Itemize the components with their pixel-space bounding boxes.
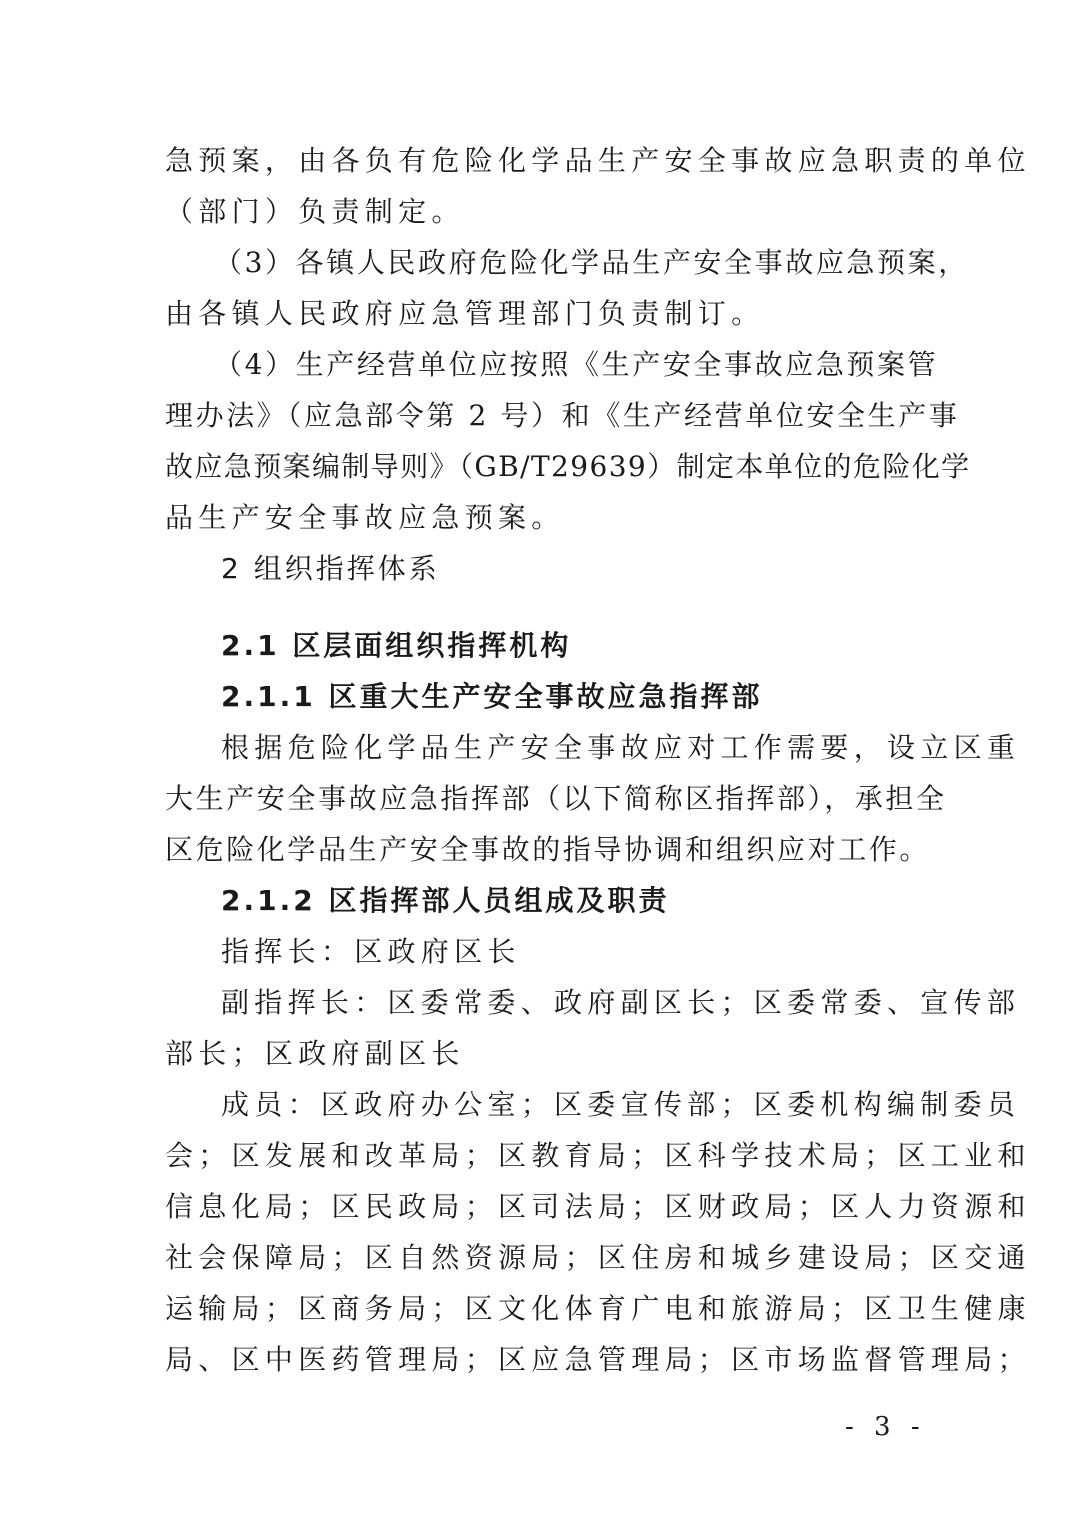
text-line: 局、区中医药管理局；区应急管理局；区市场监督管理局；	[165, 1343, 1031, 1376]
text-line: （3）各镇人民政府危险化学品生产安全事故应急预案，	[214, 246, 969, 279]
section-heading: 2 组织指挥体系	[221, 552, 440, 585]
section-heading: 2.1.2 区指挥部人员组成及职责	[221, 884, 670, 917]
text-line: （部门）负责制定。	[165, 195, 465, 228]
text-line: 品生产安全事故应急预案。	[165, 501, 565, 534]
text-line: 会；区发展和改革局；区教育局；区科学技术局；区工业和	[165, 1139, 1031, 1172]
text-line: 大生产安全事故应急指挥部（以下简称区指挥部），承担全	[165, 782, 947, 815]
text-line: 社会保障局；区自然资源局；区住房和城乡建设局；区交通	[165, 1241, 1031, 1274]
section-heading: 2.1.1 区重大生产安全事故应急指挥部	[221, 680, 763, 713]
text-line: 部长；区政府副区长	[165, 1037, 465, 1070]
text-line: 成员：区政府办公室；区委宣传部；区委机构编制委员	[221, 1088, 1021, 1121]
text-line: （4）生产经营单位应按照《生产安全事故应急预案管	[214, 348, 939, 381]
text-line: 急预案，由各负有危险化学品生产安全事故应急职责的单位	[165, 144, 1031, 177]
text-line: 运输局；区商务局；区文化体育广电和旅游局；区卫生健康	[165, 1292, 1031, 1325]
page-number: - 3 -	[845, 1412, 926, 1442]
text-line: 信息化局；区民政局；区司法局；区财政局；区人力资源和	[165, 1190, 1031, 1223]
text-line: 指挥长：区政府区长	[221, 935, 521, 968]
text-line: 由各镇人民政府应急管理部门负责制订。	[165, 297, 765, 330]
text-line: 副指挥长：区委常委、政府副区长；区委常委、宣传部	[221, 986, 1021, 1019]
text-line: 区危险化学品生产安全事故的指导协调和组织应对工作。	[165, 833, 931, 866]
text-line: 根据危险化学品生产安全事故应对工作需要，设立区重	[221, 731, 1021, 764]
text-line: 故应急预案编制导则》（GB/T29639）制定本单位的危险化学	[165, 450, 971, 483]
section-heading: 2.1 区层面组织指挥机构	[221, 629, 572, 662]
text-line: 理办法》（应急部令第 2 号）和《生产经营单位安全生产事	[165, 399, 960, 432]
